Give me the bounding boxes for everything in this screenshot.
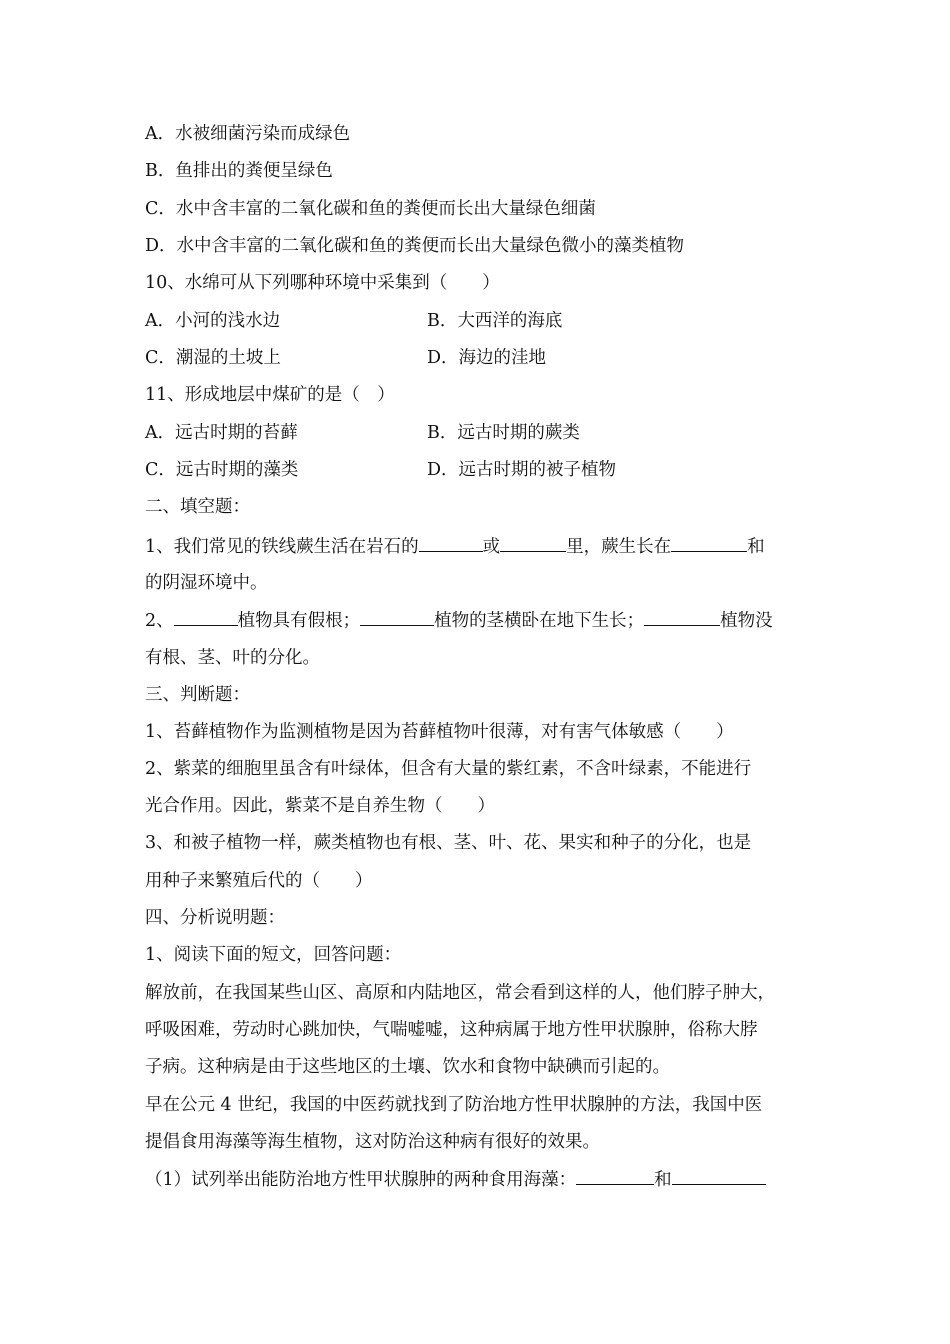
- fill-1-blank-2: [500, 533, 566, 552]
- q11-option-row-2: [145, 457, 617, 483]
- passage-1-line-3: 子病。这种病是由于这些地区的土壤、饮水和食物中缺碘而引起的。: [145, 1057, 670, 1077]
- passage-1-line-2: 呼吸困难，劳动时心跳加快，气喘嘘嘘，这种病属于地方性甲状腺肿，俗称大脖: [145, 1020, 758, 1040]
- fill-1-text-3: 里，蕨生长在: [566, 537, 672, 557]
- section-2-heading: 二、填空题：: [145, 497, 250, 517]
- q10-stem: 10、水绵可从下列哪种环境中采集到（ ）: [145, 273, 500, 293]
- q9-option-c: C．水中含丰富的二氧化碳和鱼的粪便而长出大量绿色细菌: [145, 199, 596, 219]
- fill-2-blank-3: [644, 607, 720, 626]
- fill-2-text-1: 2、: [145, 611, 174, 631]
- fill-2-blank-1: [174, 607, 238, 626]
- judge-3-line-1: 3、和被子植物一样，蕨类植物也有根、茎、叶、花、果实和种子的分化，也是: [145, 833, 752, 853]
- fill-1-line-1: [145, 533, 765, 560]
- q9-option-a: A．水被细菌污染而成绿色: [145, 124, 351, 144]
- q10-option-row-1: [145, 308, 563, 334]
- q11-option-row-1: [145, 420, 580, 446]
- q9-option-b: B．鱼排出的粪便呈绿色: [145, 161, 333, 181]
- analysis-1-stem: 1、阅读下面的短文，回答问题：: [145, 945, 402, 965]
- q11-option-d: D．远古时期的被子植物: [427, 460, 617, 480]
- section-4-heading: 四、分析说明题：: [145, 908, 285, 928]
- analysis-q1-text-2: 和: [654, 1170, 672, 1190]
- analysis-q1-blank-1: [576, 1166, 654, 1185]
- analysis-q1-line: [145, 1166, 766, 1193]
- fill-2-line-2: 有根、茎、叶的分化。: [145, 648, 320, 668]
- section-3-heading: 三、判断题：: [145, 685, 250, 705]
- q11-option-b: B．远古时期的蕨类: [427, 423, 580, 443]
- q10-option-c: C．潮湿的土坡上: [145, 348, 281, 368]
- fill-2-blank-2: [360, 607, 434, 626]
- fill-1-blank-3: [671, 533, 747, 552]
- q9-option-d: D．水中含丰富的二氧化碳和鱼的粪便而长出大量绿色微小的藻类植物: [145, 236, 685, 256]
- passage-1-line-1: 解放前，在我国某些山区、高原和内陆地区，常会看到这样的人，他们脖子肿大，: [145, 983, 775, 1003]
- q11-stem: 11、形成地层中煤矿的是（ ）: [145, 385, 395, 405]
- analysis-q1-blank-2: [672, 1166, 766, 1185]
- fill-2-text-2: 植物具有假根；: [237, 611, 361, 631]
- q10-option-a: A．小河的浅水边: [145, 311, 281, 331]
- fill-1-line-2: 的阴湿环境中。: [145, 573, 268, 593]
- judge-2-line-2: 光合作用。因此，紫菜不是自养生物（ ）: [145, 796, 495, 816]
- fill-1-blank-1: [419, 533, 483, 552]
- q11-option-a: A．远古时期的苔藓: [145, 423, 298, 443]
- q10-option-d: D．海边的洼地: [427, 348, 547, 368]
- fill-2-text-4: 植物没: [720, 611, 773, 631]
- passage-2-line-1: 早在公元 4 世纪，我国的中医药就找到了防治地方性甲状腺肿的方法，我国中医: [145, 1095, 763, 1115]
- fill-2-line-1: [145, 607, 773, 634]
- fill-1-text-4: 和: [747, 537, 765, 557]
- judge-1: 1、苔藓植物作为监测植物是因为苔藓植物叶很薄，对有害气体敏感（ ）: [145, 722, 734, 742]
- fill-2-text-3: 植物的茎横卧在地下生长；: [434, 611, 645, 631]
- fill-1-text-1: 1、我们常见的铁线蕨生活在岩石的: [145, 537, 419, 557]
- fill-1-text-2: 或: [482, 537, 501, 557]
- judge-3-line-2: 用种子来繁殖后代的（ ）: [145, 871, 373, 891]
- q10-option-row-2: [145, 345, 547, 371]
- judge-2-line-1: 2、紫菜的细胞里虽含有叶绿体，但含有大量的紫红素，不含叶绿素，不能进行: [145, 759, 752, 779]
- q11-option-c: C．远古时期的藻类: [145, 460, 299, 480]
- passage-2-line-2: 提倡食用海藻等海生植物，这对防治这种病有很好的效果。: [145, 1132, 600, 1152]
- q10-option-b: B．大西洋的海底: [427, 311, 563, 331]
- analysis-q1-text-1: （1）试列举出能防治地方性甲状腺肿的两种食用海藻：: [145, 1170, 577, 1190]
